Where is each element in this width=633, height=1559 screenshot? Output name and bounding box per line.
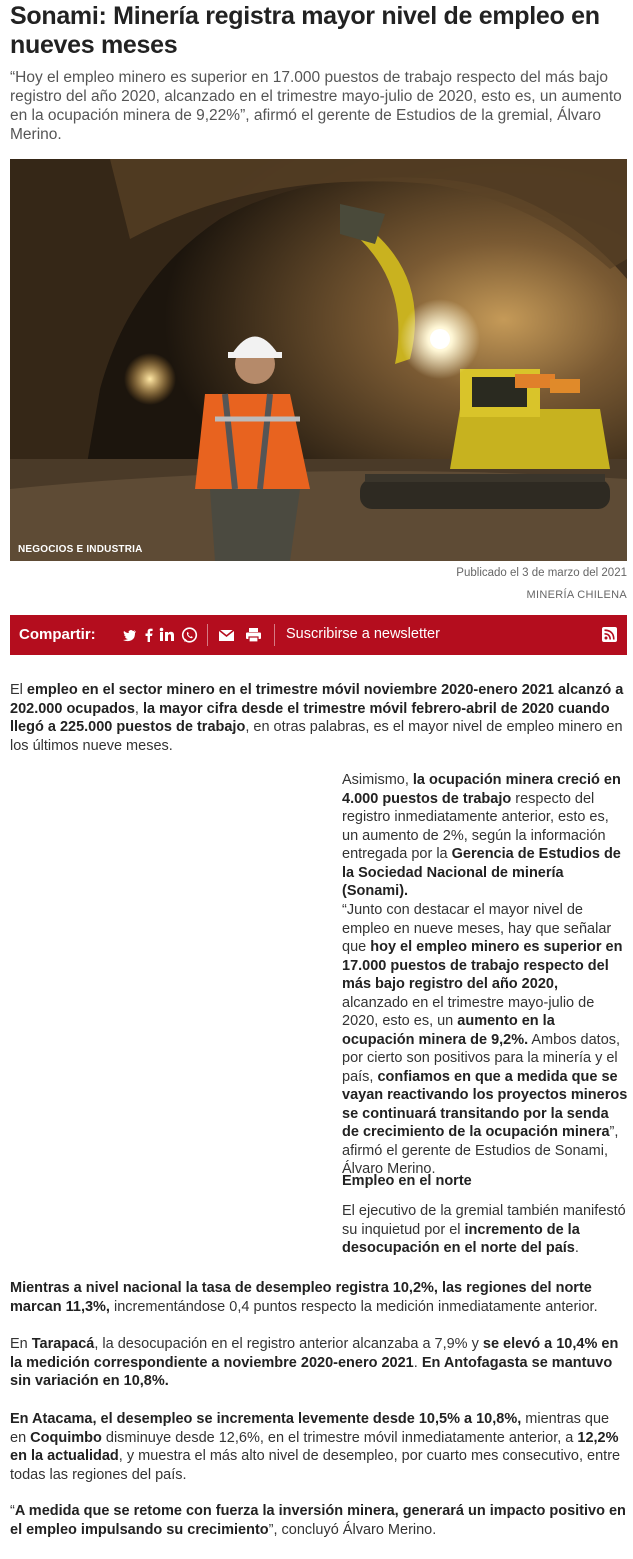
bold-text: 12,2% en la actualidad xyxy=(10,1429,619,1464)
article xyxy=(10,0,628,1538)
text-run: . xyxy=(574,1240,579,1256)
mining-tunnel-photo xyxy=(10,159,627,561)
bold-text: hoy el empleo minero es superior en 17.000 puestos de trabajo respecto del más bajo registro del año 2020, xyxy=(342,939,623,992)
divider xyxy=(207,624,208,646)
paragraph-8 xyxy=(10,1502,627,1539)
bold-text: se elevó a 10,4% en la medición correspondiente a noviembre 2020-enero 2021 xyxy=(10,1336,619,1371)
article-lead: “Hoy el empleo minero es superior en 17.000 puestos de trabajo respecto del más bajo registro del año 2020, alcanzado en el trimestre mayo-julio de 2020, esto es, un aumento en la ocupación minera de 9,22%”, afirmó el gerente de Estudios de la gremial, Álvaro Merino. xyxy=(10,69,622,143)
share-label: Compartir: xyxy=(19,626,96,643)
text-run: , xyxy=(134,700,143,717)
rss-icon[interactable] xyxy=(602,627,617,642)
paragraph-7 xyxy=(10,1410,627,1484)
twitter-icon[interactable] xyxy=(122,624,137,646)
facebook-icon[interactable] xyxy=(144,624,154,646)
text-run: disminuye desde 12,6%, en el trimestre móvil inmediatamente anterior, a xyxy=(101,1429,578,1446)
bold-text: incremento de la desocupación en el norte del país xyxy=(342,1221,580,1256)
text-run: Ambos datos, por cierto son positivos para la minería y el país, xyxy=(342,1031,621,1085)
newsletter-link[interactable]: Suscribirse a newsletter xyxy=(286,626,440,642)
hero-image xyxy=(10,159,627,561)
print-icon[interactable] xyxy=(245,624,262,646)
bold-text: aumento en la ocupación minera de 9,2%. xyxy=(342,1013,555,1048)
text-run: , en otras palabras, es el mayor nivel de empleo minero en los últimos nueve meses. xyxy=(10,719,623,754)
text-run: incrementándose 0,4 puntos respecto la medición inmediatamente anterior. xyxy=(109,1298,598,1315)
text-run: En xyxy=(10,1336,32,1352)
share-bar xyxy=(10,615,627,655)
bold-text: confiamos en que a medida que se vayan reactivando los proyectos mineros se continuará transitando por la senda de crecimiento de la ocupación minera xyxy=(342,1068,628,1140)
text-run: “ xyxy=(10,1503,15,1519)
divider xyxy=(274,624,275,646)
paragraph-6 xyxy=(10,1335,627,1391)
bold-text: la mayor cifra desde el trimestre móvil febrero-abril de 2020 cuando llegó a 225.000 puestos de trabajo xyxy=(10,700,610,735)
whatsapp-icon[interactable] xyxy=(181,624,198,646)
paragraph-4 xyxy=(342,1202,628,1258)
text-run: ”, afirmó el gerente de Estudios de Sonami, Álvaro Merino. xyxy=(342,1124,619,1177)
source-label: MINERÍA CHILENA xyxy=(526,589,627,601)
bold-text: Mientras a nivel nacional la tasa de desempleo registra 10,2%, las regiones del norte marcan 11,3%, xyxy=(10,1280,592,1315)
paragraph-1 xyxy=(10,681,627,755)
text-run: , la desocupación en el registro anterior alcanzaba a 7,9% y xyxy=(94,1336,483,1352)
section-subhead: Empleo en el norte xyxy=(342,1173,472,1189)
paragraph-3 xyxy=(342,901,628,1179)
text-run: , y muestra el más alto nivel de desempleo, por cuarto mes consecutivo, entre todas las regiones del país. xyxy=(10,1448,621,1483)
text-run: mientras que en xyxy=(10,1411,610,1446)
bold-text: A medida que se retome con fuerza la inversión minera, generará un impacto positivo en el empleo impulsando su crecimiento xyxy=(10,1503,626,1538)
bold-text: Tarapacá xyxy=(31,1336,95,1352)
bold-text: la ocupación minera creció en 4.000 puestos de trabajo xyxy=(342,772,621,807)
paragraph-5 xyxy=(10,1279,627,1316)
bold-text: empleo en el sector minero en el trimestre móvil noviembre 2020-enero 2021 alcanzó a 202.000 ocupados xyxy=(10,682,624,717)
publish-date: Publicado el 3 de marzo del 2021 xyxy=(456,567,627,579)
text-run: “Junto con destacar el mayor nivel de empleo en nueve meses, hay que señalar que xyxy=(342,902,612,955)
bold-text: En Atacama, el desempleo se incrementa levemente desde 10,5% a 10,8%, xyxy=(10,1411,522,1427)
text-run: El ejecutivo de la gremial también manifestó su inquietud por el xyxy=(342,1203,626,1238)
article-title: Sonami: Minería registra mayor nivel de empleo en nueves meses xyxy=(10,2,600,59)
email-icon[interactable] xyxy=(218,624,235,646)
text-run: Asimismo, xyxy=(342,772,413,788)
linkedin-icon[interactable] xyxy=(159,624,175,646)
bold-text: Gerencia de Estudios de la Sociedad Nacional de minería (Sonami). xyxy=(342,846,621,899)
paragraph-2 xyxy=(342,771,628,901)
text-run: El xyxy=(10,682,27,698)
text-run: respecto del registro inmediatamente anterior, esto es, un aumento de 2%, según la información entregada por la xyxy=(342,790,609,862)
text-run: alcanzado en el trimestre mayo-julio de 2020, esto es, un xyxy=(342,994,595,1029)
category-label[interactable]: NEGOCIOS E INDUSTRIA xyxy=(18,544,143,555)
text-run: . xyxy=(413,1354,422,1371)
bold-text: En Antofagasta se mantuvo sin variación en 10,8%. xyxy=(10,1354,613,1389)
text-run: ”, concluyó Álvaro Merino. xyxy=(268,1521,437,1538)
bold-text: Coquimbo xyxy=(30,1429,102,1446)
